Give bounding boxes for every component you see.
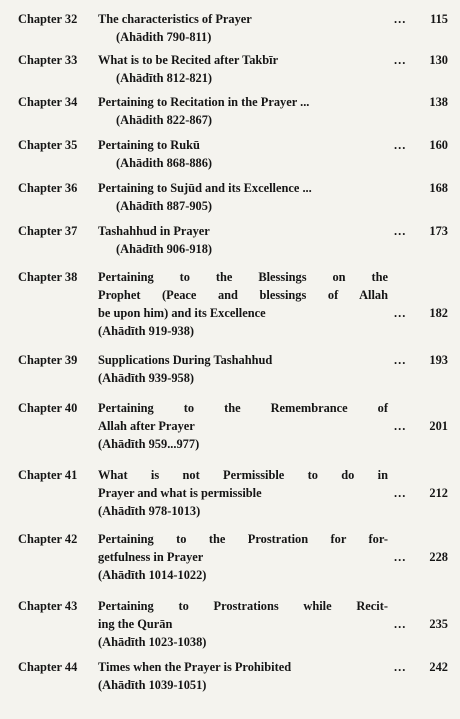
chapter-title xyxy=(98,530,388,584)
leader-dots: ... xyxy=(394,306,407,320)
chapter-title xyxy=(98,658,388,694)
title-line: What is to be Recited after Takbīr xyxy=(98,53,279,67)
chapter-title xyxy=(98,179,388,215)
leader-dots: ... xyxy=(394,53,407,67)
chapter-number: Chapter 37 xyxy=(18,224,78,238)
ahadith-range: (Ahādith 822-867) xyxy=(116,113,213,127)
leader-dots: ... xyxy=(394,419,407,433)
chapter-number: Chapter 39 xyxy=(18,353,78,367)
ahadith-range: (Ahādīth 919-938) xyxy=(98,324,195,338)
page-number: 160 xyxy=(429,138,448,152)
chapter-title xyxy=(98,268,388,340)
leader-dots: ... xyxy=(394,486,407,500)
title-line: Pertaining to the Blessings on the xyxy=(98,270,388,284)
ahadith-range: (Ahādīth 959...977) xyxy=(98,437,200,451)
chapter-number: Chapter 42 xyxy=(18,532,78,546)
title-line: Times when the Prayer is Prohibited xyxy=(98,660,292,674)
chapter-title xyxy=(98,136,388,172)
page-number: 201 xyxy=(429,419,448,433)
title-line: The characteristics of Prayer xyxy=(98,12,252,26)
page-number: 235 xyxy=(429,617,448,631)
leader-dots: ... xyxy=(394,12,407,26)
chapter-number: Chapter 38 xyxy=(18,270,78,284)
leader-dots: ... xyxy=(394,550,407,564)
title-line: Prophet (Peace and blessings of Allah xyxy=(98,288,388,302)
title-line: ing the Qurān xyxy=(98,617,173,631)
page-number: 168 xyxy=(429,181,448,195)
page-number: 193 xyxy=(429,353,448,367)
chapter-title xyxy=(98,597,388,651)
title-line: Pertaining to Recitation in the Prayer ... xyxy=(98,95,310,109)
chapter-number: Chapter 33 xyxy=(18,53,78,67)
title-line: Pertaining to the Remembrance of xyxy=(98,401,388,415)
leader-dots: ... xyxy=(394,138,407,152)
chapter-title xyxy=(98,222,388,258)
title-line: Allah after Prayer xyxy=(98,419,195,433)
page-number: 182 xyxy=(429,306,448,320)
chapter-number: Chapter 36 xyxy=(18,181,78,195)
chapter-title xyxy=(98,10,388,46)
chapter-number: Chapter 44 xyxy=(18,660,78,674)
ahadith-range: (Ahādīth 978-1013) xyxy=(98,504,201,518)
ahadith-range: (Ahādīth 1014-1022) xyxy=(98,568,207,582)
title-line: What is not Permissible to do in xyxy=(98,468,388,482)
chapter-number: Chapter 40 xyxy=(18,401,78,415)
chapter-number: Chapter 43 xyxy=(18,599,78,613)
ahadith-range: (Ahādith 868-886) xyxy=(116,156,213,170)
leader-dots: ... xyxy=(394,617,407,631)
title-line: Supplications During Tashahhud xyxy=(98,353,273,367)
chapter-number: Chapter 32 xyxy=(18,12,78,26)
ahadith-range: (Ahādīth 1023-1038) xyxy=(98,635,207,649)
leader-dots: ... xyxy=(394,353,407,367)
title-line: Pertaining to Prostrations while Recit- xyxy=(98,599,388,613)
title-line: Tashahhud in Prayer xyxy=(98,224,210,238)
chapter-number: Chapter 34 xyxy=(18,95,78,109)
title-line: Prayer and what is permissible xyxy=(98,486,262,500)
page-number: 242 xyxy=(429,660,448,674)
chapter-title xyxy=(98,51,388,87)
chapter-title xyxy=(98,466,388,520)
chapter-number: Chapter 41 xyxy=(18,468,78,482)
title-line: Pertaining to Rukū xyxy=(98,138,200,152)
ahadith-range: (Ahādīth 1039-1051) xyxy=(98,678,207,692)
ahadith-range: (Ahādīth 812-821) xyxy=(116,71,213,85)
ahadith-range: (Ahādith 790-811) xyxy=(116,30,212,44)
page-number: 212 xyxy=(429,486,448,500)
ahadith-range: (Ahādīth 906-918) xyxy=(116,242,213,256)
chapter-title xyxy=(98,399,388,453)
ahadith-range: (Ahādīth 939-958) xyxy=(98,371,195,385)
page-number: 138 xyxy=(429,95,448,109)
page-number: 115 xyxy=(430,12,448,26)
title-line: Pertaining to Sujūd and its Excellence ... xyxy=(98,181,312,195)
leader-dots: ... xyxy=(394,660,407,674)
title-line: Pertaining to the Prostration for for- xyxy=(98,532,388,546)
chapter-title xyxy=(98,351,388,387)
leader-dots: ... xyxy=(394,224,407,238)
chapter-number: Chapter 35 xyxy=(18,138,78,152)
chapter-title xyxy=(98,93,388,129)
page-number: 130 xyxy=(429,53,448,67)
title-line: be upon him) and its Excellence xyxy=(98,306,266,320)
page-number: 173 xyxy=(429,224,448,238)
ahadith-range: (Ahādīth 887-905) xyxy=(116,199,213,213)
title-line: getfulness in Prayer xyxy=(98,550,204,564)
page-number: 228 xyxy=(429,550,448,564)
